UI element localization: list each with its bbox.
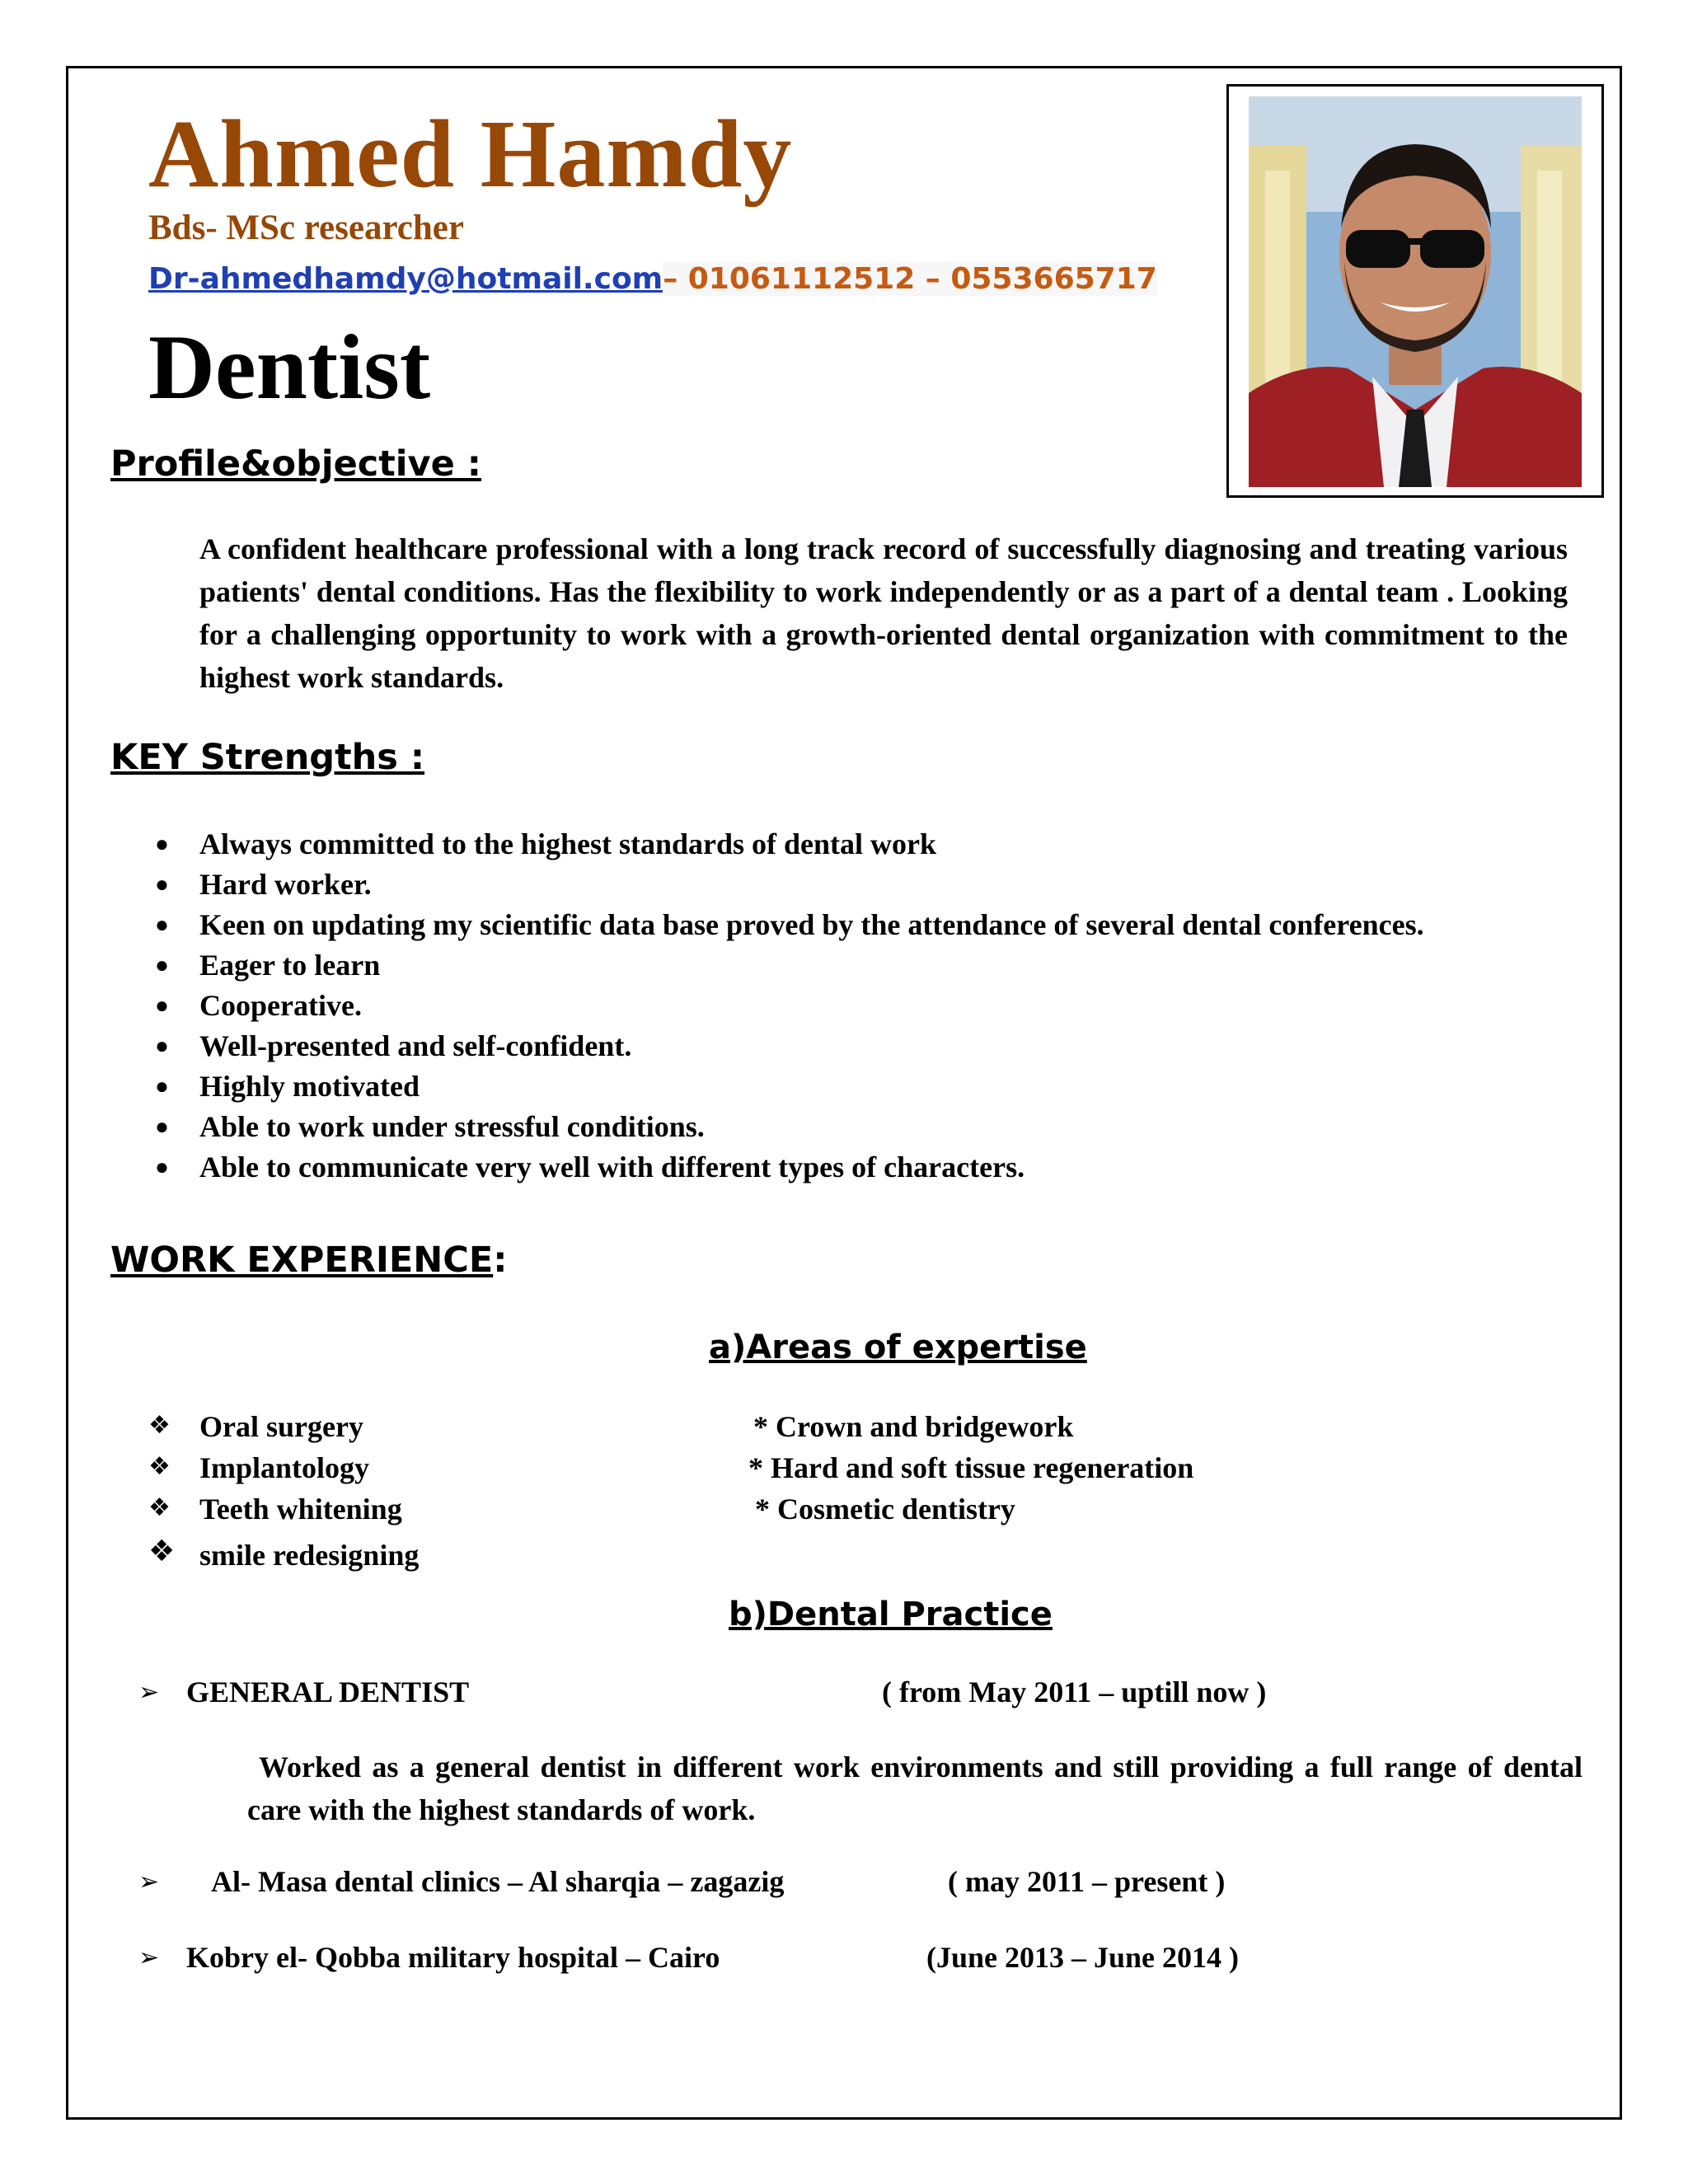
job-place: Al- Masa dental clinics – Al sharqia – zagazig (211, 1865, 785, 1898)
list-item: ● Eager to learn (148, 945, 1424, 986)
general-dentist-title: GENERAL DENTIST (186, 1675, 470, 1708)
work-heading: WORK EXPERIENCE: (110, 1240, 508, 1281)
areas-heading: a)Areas of expertise (709, 1329, 1087, 1366)
email-link[interactable]: Dr-ahmedhamdy@hotmail.com (148, 262, 663, 296)
phone-numbers: – 01061112512 – 0553665717 (663, 262, 1157, 296)
expertise-item: Implantology (199, 1451, 370, 1484)
arrowhead-bullet-icon: ➢ (138, 1678, 160, 1707)
bullet-dot-icon: ● (155, 993, 169, 1019)
expertise-item: Teeth whitening (199, 1493, 402, 1526)
profile-heading: Profile&objective : (110, 443, 481, 485)
arrowhead-bullet-icon: ➢ (138, 1943, 160, 1972)
list-item: ● Cooperative. (148, 986, 1424, 1026)
practice-heading: b)Dental Practice (729, 1596, 1053, 1633)
four-diamond-bullet-icon: ❖ (148, 1411, 171, 1440)
bullet-dot-icon: ● (155, 1114, 169, 1140)
profile-photo-frame (1226, 84, 1604, 498)
profile-photo (1249, 96, 1582, 487)
four-diamond-bullet-icon: ❖ (148, 1535, 176, 1568)
bullet-dot-icon: ● (155, 953, 169, 978)
expertise-item: * Crown and bridgework (753, 1410, 1074, 1443)
job-period: ( may 2011 – present ) (948, 1865, 1226, 1898)
bullet-dot-icon: ● (155, 1155, 169, 1180)
expertise-item: * Cosmetic dentistry (755, 1493, 1015, 1526)
expertise-item: * Hard and soft tissue regeneration (748, 1451, 1194, 1484)
list-item: ● Highly motivated (148, 1066, 1424, 1107)
list-item: ● Always committed to the highest standards of dental work (148, 824, 1424, 865)
four-diamond-bullet-icon: ❖ (148, 1493, 171, 1522)
list-item: ● Keen on updating my scientific data base proved by the attendance of several dental conferences. (148, 905, 1424, 945)
bullet-dot-icon: ● (155, 912, 169, 938)
arrowhead-bullet-icon: ➢ (138, 1868, 160, 1896)
bullet-dot-icon: ● (155, 1033, 169, 1059)
strengths-heading: KEY Strengths : (110, 737, 425, 778)
candidate-subtitle: Bds- MSc researcher (148, 209, 464, 247)
general-dentist-description: Worked as a general dentist in different work environments and still providing a full range of dental care with the highest standards of work. (247, 1750, 1582, 1826)
list-item: ● Able to communicate very well with different types of characters. (148, 1147, 1424, 1188)
expertise-item: smile redesigning (199, 1539, 420, 1572)
list-item: ● Hard worker. (148, 865, 1424, 905)
profile-text: A confident healthcare professional with a long track record of successfully diagnosing and treating various patients' dental conditions. Has the flexibility to work independently or as a part of a dental team . Looking for a challenging opportunity to work with a growth-oriented dental organization with commitment to the highest work standards. (199, 532, 1568, 694)
list-item: ● Able to work under stressful conditions. (148, 1107, 1424, 1147)
job-title: Dentist (148, 316, 431, 419)
bullet-dot-icon: ● (155, 1074, 169, 1099)
candidate-name: Ahmed Hamdy (148, 100, 793, 208)
general-dentist-period: ( from May 2011 – uptill now ) (882, 1675, 1267, 1708)
four-diamond-bullet-icon: ❖ (148, 1452, 171, 1481)
job-period: (June 2013 – June 2014 ) (926, 1941, 1240, 1974)
expertise-item: Oral surgery (199, 1410, 363, 1443)
strengths-list (148, 824, 1424, 1188)
bullet-dot-icon: ● (155, 832, 169, 857)
list-item: ● Well-presented and self-confident. (148, 1026, 1424, 1066)
contact-line (148, 262, 1157, 296)
job-place: Kobry el- Qobba military hospital – Cairo (186, 1941, 720, 1974)
bullet-dot-icon: ● (155, 872, 169, 898)
